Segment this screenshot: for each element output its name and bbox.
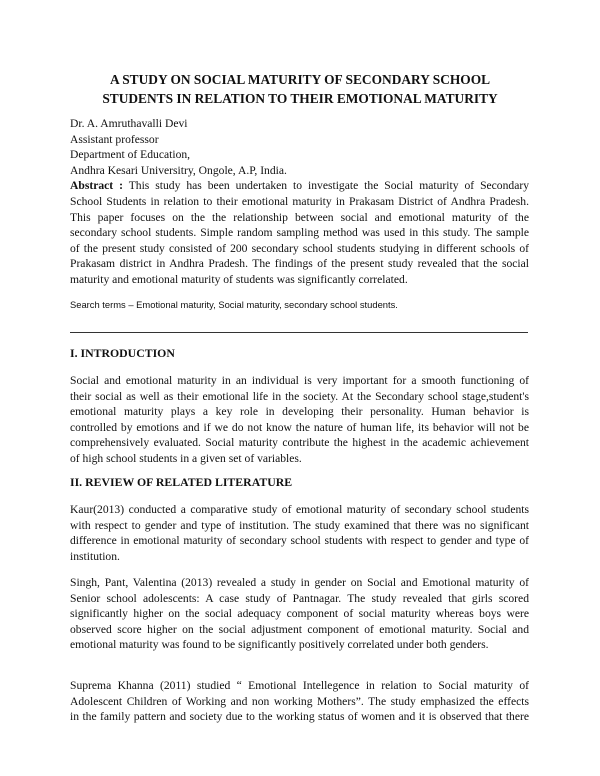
author-name: Dr. A. Amruthavalli Devi — [70, 117, 188, 130]
title-line: STUDENTS IN RELATION TO THEIR EMOTIONAL MATURITY — [102, 91, 498, 106]
text-line: significantly higher on the social adequacy component of social maturity whereas boys were — [70, 607, 529, 621]
text-line: Senior school adolescents: A case study of Pantnagar. The study revealed that girls scored — [70, 591, 529, 605]
divider — [70, 332, 528, 333]
text-line: Suprema Khanna (2011) studied “ Emotional Intellegence in relation to Social maturity of — [70, 679, 529, 692]
author-block — [70, 116, 529, 178]
review-paragraph-khanna — [70, 678, 529, 725]
abstract-line: of the present study consisted of 200 secondary school students studying in different schools of — [70, 241, 529, 255]
abstract-line: secondary school students. Simple random sampling method was used in this study. The sample — [70, 226, 529, 240]
section-heading-review: II. REVIEW OF RELATED LITERATURE — [70, 475, 293, 489]
text-line: controlled by emotions and if we do not know the nature of human life, its behavior will not be — [70, 420, 529, 434]
text-line: emotional maturity plays a key role in developing their personality. Human behavior is — [70, 405, 529, 419]
text-line: their social as well as their emotional life in the society. At the Secondary school stage,student's — [70, 389, 529, 403]
abstract-line: This paper focuses on the the relationship between social and emotional maturity of the — [70, 210, 529, 224]
search-terms: Search terms – Emotional maturity, Social maturity, secondary school students. — [70, 299, 398, 310]
text-line: Adolescent Children of Working and non working Mothers”. The study emphasized the effects — [70, 694, 529, 708]
abstract-line — [70, 178, 529, 194]
text-line: in the family pattern and society due to the working status of women and it is observed that there — [70, 710, 529, 724]
paper-title — [60, 70, 540, 108]
abstract-line: Prakasam district in Andhra Pradesh. The findings of the present study revealed that the social — [70, 257, 529, 271]
text-line: difference in emotional maturity of secondary school students with respect to gender and type of — [70, 534, 529, 548]
review-paragraph-singh — [70, 575, 529, 653]
abstract-line: School Students in relation to their emotional maturity in Prakasam District of Andhra Pradesh. — [70, 194, 529, 208]
review-paragraph-kaur — [70, 502, 529, 564]
text-line: of high school students in a given set of variables. — [70, 451, 302, 465]
text-line: with respect to gender and type of institution. The study examined that there was no significant — [70, 518, 529, 532]
section-heading-introduction: I. INTRODUCTION — [70, 346, 175, 360]
text-line: comprehensively evaluated. Social maturity contribute the highest in the academic achievement — [70, 436, 529, 450]
text-line: Singh, Pant, Valentina (2013) revealed a study in gender on Social and Emotional maturity of — [70, 576, 529, 589]
title-line: A STUDY ON SOCIAL MATURITY OF SECONDARY SCHOOL — [109, 72, 491, 87]
author-position: Assistant professor — [70, 132, 159, 146]
text-line: Social and emotional maturity in an individual is very important for a smooth functioning of — [70, 374, 529, 387]
text-line: institution. — [70, 549, 120, 563]
abstract-text: This study has been undertaken to investigate the Social maturity of Secondary — [122, 179, 529, 193]
text-line: observed score higher on the social adjustment component of emotional maturity. Social and — [70, 622, 529, 636]
author-affiliation: Andhra Kesari Universitry, Ongole, A.P, India. — [70, 163, 287, 177]
author-department: Department of Education, — [70, 148, 191, 162]
abstract-label: Abstract : — [70, 179, 123, 193]
introduction-paragraph — [70, 373, 529, 467]
text-line: emotional maturity was found to be significantly positively correlated under both genders. — [70, 638, 489, 652]
text-line: Kaur(2013) conducted a comparative study of emotional maturity of secondary school students — [70, 503, 529, 516]
abstract — [70, 178, 529, 287]
abstract-line: maturity and emotional maturity of students was significantly correlated. — [70, 272, 408, 286]
